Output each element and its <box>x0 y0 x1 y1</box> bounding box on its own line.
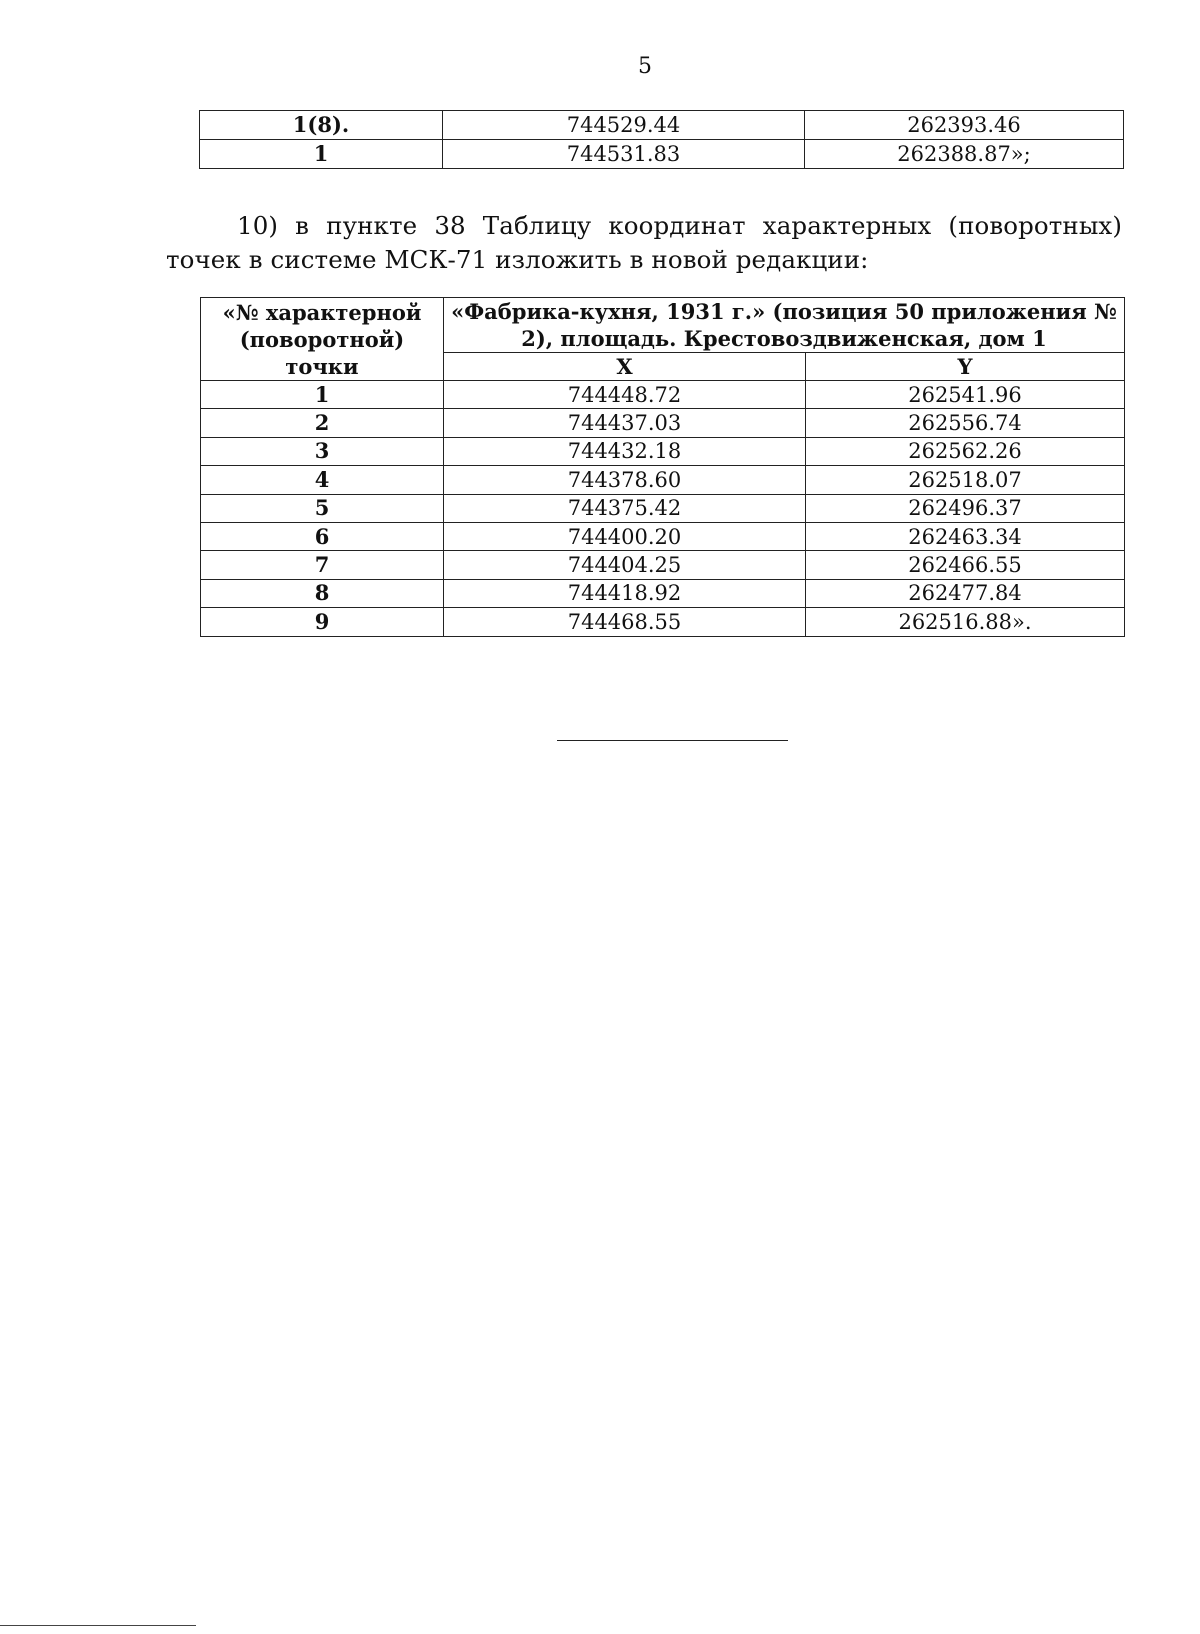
end-divider-line <box>557 740 788 741</box>
x-coordinate-cell: 744378.60 <box>444 466 806 494</box>
x-coordinate-cell: 744531.83 <box>443 140 805 169</box>
y-coordinate-cell: 262562.26 <box>806 437 1125 465</box>
y-coordinate-cell: 262541.96 <box>806 381 1125 409</box>
x-coordinate-cell: 744448.72 <box>444 381 806 409</box>
x-coordinate-cell: 744468.55 <box>444 608 806 636</box>
y-coordinate-cell: 262477.84 <box>806 579 1125 607</box>
point-number-cell: 3 <box>201 437 444 465</box>
table-row <box>201 522 1125 550</box>
y-coordinate-cell: 262556.74 <box>806 409 1125 437</box>
table-row <box>200 111 1124 140</box>
coordinates-table <box>200 297 1125 637</box>
x-coordinate-cell: 744432.18 <box>444 437 806 465</box>
point-number-cell: 7 <box>201 551 444 579</box>
y-coordinate-cell: 262393.46 <box>805 111 1124 140</box>
x-coordinate-cell: 744418.92 <box>444 579 806 607</box>
point-number-cell: 1 <box>200 140 443 169</box>
continued-coordinates-table <box>199 110 1124 169</box>
table-header-row <box>201 298 1125 353</box>
x-coordinate-cell: 744437.03 <box>444 409 806 437</box>
table-row <box>201 381 1125 409</box>
amendment-paragraph: 10) в пункте 38 Таблицу координат характерных (поворотных) точек в системе МСК-71 изложить в новой редакции: <box>166 211 1122 274</box>
x-coordinate-cell: 744375.42 <box>444 494 806 522</box>
point-number-cell: 4 <box>201 466 444 494</box>
table-row <box>201 466 1125 494</box>
header-object-name: «Фабрика-кухня, 1931 г.» (позиция 50 приложения № 2), площадь. Крестовоздвиженская, дом 1 <box>444 298 1125 353</box>
x-coordinate-cell: 744404.25 <box>444 551 806 579</box>
point-number-cell: 6 <box>201 522 444 550</box>
point-number-cell: 5 <box>201 494 444 522</box>
y-coordinate-cell: 262388.87»; <box>805 140 1124 169</box>
table-row <box>201 579 1125 607</box>
table-row <box>200 140 1124 169</box>
y-coordinate-cell: 262516.88». <box>806 608 1125 636</box>
header-x: X <box>444 353 806 381</box>
y-coordinate-cell: 262518.07 <box>806 466 1125 494</box>
page-number: 5 <box>638 54 652 79</box>
point-number-cell: 9 <box>201 608 444 636</box>
point-number-cell: 2 <box>201 409 444 437</box>
y-coordinate-cell: 262466.55 <box>806 551 1125 579</box>
header-point-number: «№ характерной (поворотной) точки <box>201 298 444 381</box>
footer-rule <box>0 1625 196 1626</box>
table-row <box>201 437 1125 465</box>
x-coordinate-cell: 744400.20 <box>444 522 806 550</box>
table-row <box>201 551 1125 579</box>
point-number-cell: 1 <box>201 381 444 409</box>
x-coordinate-cell: 744529.44 <box>443 111 805 140</box>
header-y: Y <box>806 353 1125 381</box>
y-coordinate-cell: 262463.34 <box>806 522 1125 550</box>
point-number-cell: 1(8). <box>200 111 443 140</box>
table-row <box>201 608 1125 636</box>
point-number-cell: 8 <box>201 579 444 607</box>
y-coordinate-cell: 262496.37 <box>806 494 1125 522</box>
table-row <box>201 494 1125 522</box>
table-row <box>201 409 1125 437</box>
